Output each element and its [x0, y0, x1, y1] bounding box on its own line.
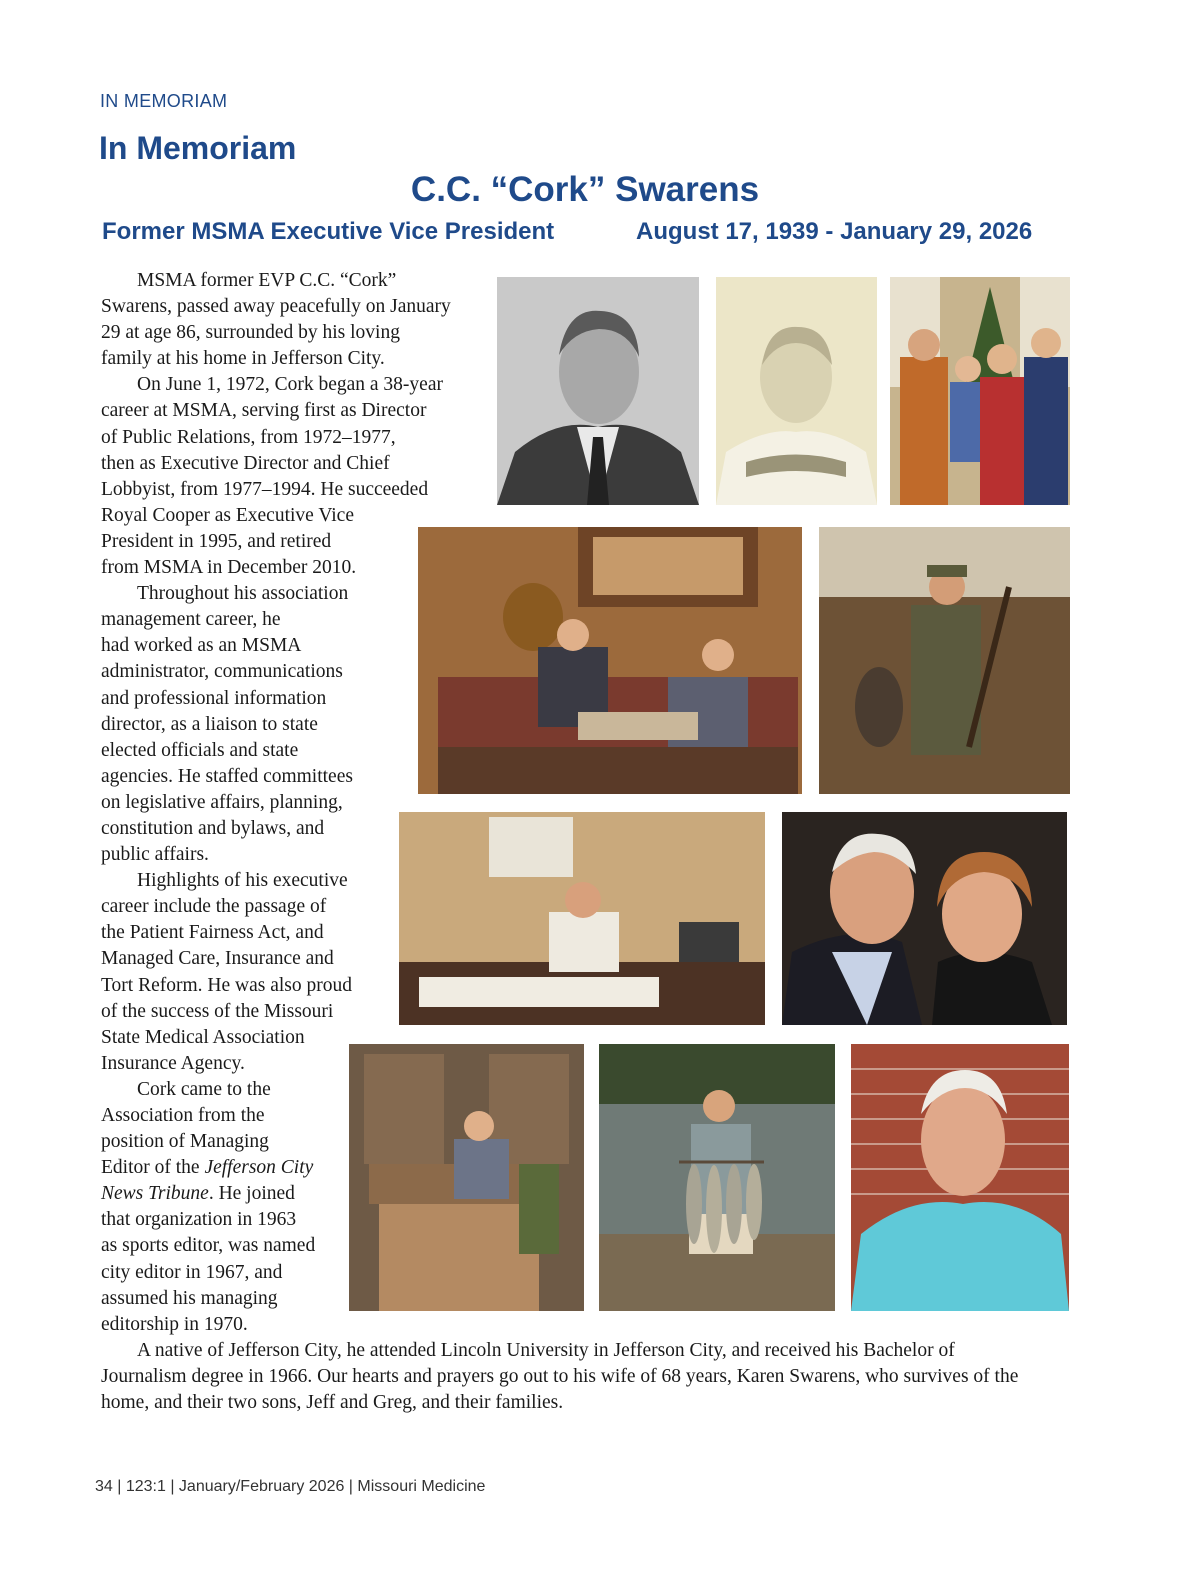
text-span: Editor of the — [101, 1157, 200, 1179]
text-line: editorship in 1970. — [101, 1313, 248, 1335]
text-line: career include the passage of — [101, 896, 327, 918]
page-heading: In Memoriam — [99, 130, 297, 166]
lounge-photo — [418, 527, 802, 794]
text-line: of Public Relations, from 1972–1977, — [101, 426, 396, 448]
text-line: Journalism degree in 1966. Our hearts and prayers go out to his wife of 68 years, Karen Swarens, who survives of the — [101, 1365, 1019, 1387]
text-line: as sports editor, was named — [101, 1235, 316, 1257]
honoree-dates: August 17, 1939 - January 29, 2026 — [636, 218, 1033, 245]
text-line: Lobbyist, from 1977–1994. He succeeded — [101, 478, 429, 500]
text-line: family at his home in Jefferson City. — [101, 348, 385, 370]
text-line: Insurance Agency. — [101, 1052, 245, 1074]
text-line: public affairs. — [101, 844, 209, 866]
childhood-photo — [716, 277, 877, 505]
text-line: A native of Jefferson City, he attended Lincoln University in Jefferson City, and received his Bachelor of — [137, 1339, 955, 1361]
text-line: career at MSMA, serving first as Director — [101, 400, 427, 422]
text-line: constitution and bylaws, and — [101, 817, 325, 839]
family-christmas-photo — [890, 277, 1070, 505]
text-line: elected officials and state — [101, 739, 299, 761]
hunting-photo — [819, 527, 1070, 794]
text-line: Tort Reform. He was also proud — [101, 974, 352, 996]
couple-photo — [782, 812, 1067, 1025]
text-line: On June 1, 1972, Cork began a 38-year — [137, 374, 443, 396]
text-line: the Patient Fairness Act, and — [101, 922, 324, 944]
text-line: management career, he — [101, 609, 281, 631]
text-line: administrator, communications — [101, 661, 343, 683]
text-line: on legislative affairs, planning, — [101, 791, 343, 813]
fishing-photo — [599, 1044, 835, 1311]
text-span: . He joined — [208, 1183, 295, 1205]
text-line: and professional information — [101, 687, 327, 709]
text-line: Throughout his association — [137, 583, 349, 605]
portrait-photo — [497, 277, 699, 505]
text-line: from MSMA in December 2010. — [101, 557, 357, 579]
text-line: city editor in 1967, and — [101, 1261, 283, 1283]
text-line: then as Executive Director and Chief — [101, 452, 390, 474]
text-line: 29 at age 86, surrounded by his loving — [101, 322, 400, 344]
text-line: President in 1995, and retired — [101, 530, 332, 552]
text-line: Royal Cooper as Executive Vice — [101, 504, 354, 526]
page-footer: 34 | 123:1 | January/February 2026 | Missouri Medicine — [95, 1478, 486, 1495]
recent-portrait-photo — [851, 1044, 1069, 1311]
text-line: Cork came to the — [137, 1078, 271, 1100]
publication-name: Jefferson City — [204, 1157, 314, 1179]
text-line: State Medical Association — [101, 1026, 305, 1048]
text-line: of the success of the Missouri — [101, 1000, 334, 1022]
text-line: Association from the — [101, 1105, 265, 1126]
honoree-title: Former MSMA Executive Vice President — [102, 218, 555, 245]
office-desk-photo — [399, 812, 765, 1025]
text-line: position of Managing — [101, 1131, 269, 1153]
text-line: assumed his managing — [101, 1287, 278, 1309]
text-line: Swarens, passed away peacefully on January — [101, 296, 451, 318]
text-line: agencies. He staffed committees — [101, 765, 353, 787]
honoree-name: C.C. “Cork” Swarens — [410, 170, 760, 209]
text-line: had worked as an MSMA — [101, 635, 302, 657]
text-line: director, as a liaison to state — [101, 713, 318, 735]
text-line: Managed Care, Insurance and — [101, 948, 334, 970]
text-line: home, and their two sons, Jeff and Greg, and their families. — [101, 1392, 564, 1414]
text-line: Highlights of his executive — [137, 870, 348, 892]
section-label: IN MEMORIAM — [100, 91, 228, 111]
text-line: that organization in 1963 — [101, 1209, 297, 1231]
publication-name: News Tribune — [101, 1183, 209, 1205]
hearing-room-photo — [349, 1044, 584, 1311]
text-line: MSMA former EVP C.C. “Cork” — [137, 270, 397, 291]
